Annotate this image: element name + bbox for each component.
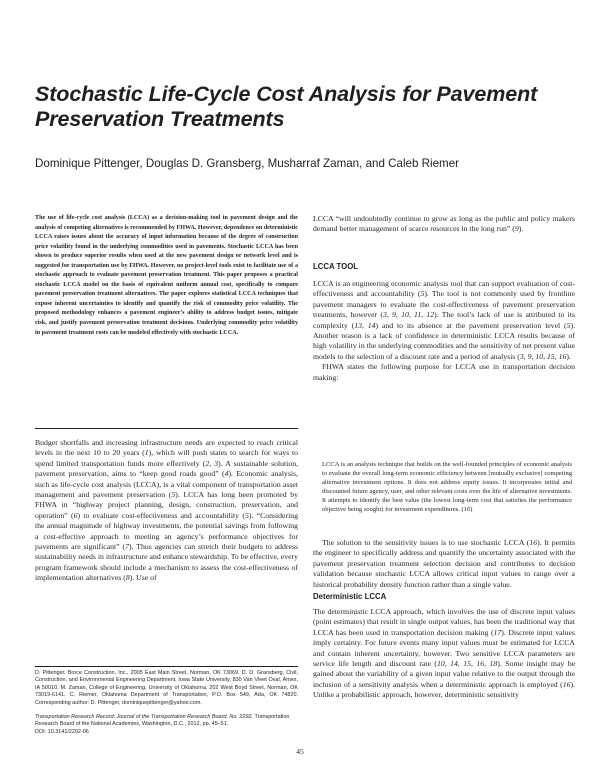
journal-citation: Transportation Research Record: Journal of the Transportation Research Board, No. 2292, Transportation Research Board of the National Academies, Washington, D.C., 2012, pp. 45–51. DOI: 10.3141/2292-06 xyxy=(35,714,290,735)
lcca-tool-section: LCCA is an engineering economic analysis tool that can support evaluation of cost-effectiveness and accountability (5). The tool is not commonly used by frontline pavement managers to evaluate the cost-effectiveness of pavement preservation treatments, however (3, 9, 10, 11, 12). The tool’s lack of use is attributed to its complexity (13, 14) and to its absence at the pavement preservation level (5). Another reason is a lack of confidence in deterministic LCCA results because of high volatility in the underlying commodities and the sensitivity of net present value models to the selection of a discount rate and a period of analysis (3, 9, 10, 15, 16). FHWA states the following purpose for LCCA use in transportation decision making: xyxy=(313,279,576,382)
sensitivity-paragraph: The solution to the sensitivity issues is to use stochastic LCCA (16). It permits the engineer to specifically address and quantify the uncertainty associated with the pavement preservation treatment selection decision and contributes to decision validation because stochastic LCCA allows critical input values to range over a historical probability density function rather than a single value. xyxy=(313,538,575,589)
fhwa-block-quote: LCCA is an analysis technique that builds on the well-founded principles of economic analysis to evaluate the overall long-term economic efficiency between [mutually exclusive] competing alternative investment options. It does not address equity issues. It incorporates initial and discounted future agency, user, and other relevant costs over the life of alternative investments. It attempts to identify the best value (the lowest long-term cost that satisfies the performance objective being sought) for investment expenditures. (16) xyxy=(322,461,572,513)
footnote-divider xyxy=(35,666,298,667)
affiliation-text: D. Pittenger, Broce Construction, Inc., 2005 East Main Street, Norman, OK 73069. D. D. Gransberg, Civil, Construction, and Environmental Engineering Department, Iowa State University, 830 Van Vleet Oval, Ames, IA 50010. M. Zaman, College of Engineering, University of Oklahoma, 202 West Boyd Street, Norman, OK 73019-6141. C. Riemer, Oklahoma Department of Transportation, P.O. Box 549, Ada, OK 74820. Corresponding author: D. Pittenger, dominiquepittenger@yahoo.com. xyxy=(35,670,298,706)
section-heading-deterministic-lcca: Deterministic LCCA xyxy=(313,592,387,601)
author-list: Dominique Pittenger, Douglas D. Gransberg, Musharraf Zaman, and Caleb Riemer xyxy=(35,157,460,170)
deterministic-lcca-paragraph: The deterministic LCCA approach, which involves the use of discrete input values (point estimates) that result in single output values, has been the traditional way that LCCA has been used in transportation decision making (17). Discrete input values imply certainty. For future events many input values must be estimated for LCCA and contain inherent uncertainty, however. Two sensitive LCCA parameters are service life length and discount rate (10, 14, 15, 16, 18). Some insight may be gained about the variability of a given input value relative to the output through the inclusion of a sensitivity analysis when a deterministic approach is employed (16). Unlike a probabilistic approach, however, deterministic sensitivity xyxy=(313,607,576,700)
page-number: 45 xyxy=(296,747,304,756)
abstract: The use of life-cycle cost analysis (LCCA) as a decision-making tool in pavement design and the analysis of competing alternatives is recommended by FHWA. However, dependence on deterministic LCCA raises issues about the accuracy of input information because of the degree of construction price volatility found in the underlying commodities used in pavements. Stochastic LCCA has been shown to produce superior results when used at the new pavement design or network level and is suggested for transportation use by FHWA. However, no project-level tools exist to facilitate use of a stochastic approach to evaluate pavement preservation treatment. This paper proposes a practical stochastic LCCA model on the basis of equivalent uniform annual cost, specifically to compare pavement preservation treatment alternatives. The paper explores statistical LCCA techniques that expose inherent uncertainties to identify and quantify the risk of commodity price volatility. The proposed methodology enhances a pavement engineer's ability to address budget issues, mitigate risk, and justify pavement preservation treatment decisions. Underlying commodity price volatility in pavement treatment costs can be modeled effectively with stochastic LCCA. xyxy=(35,215,298,336)
section-heading-lcca-tool: LCCA TOOL xyxy=(313,262,359,271)
author-affiliations-footnote xyxy=(35,670,298,711)
introduction-paragraph: Budget shortfalls and increasing infrastructure needs are expected to reach critical levels in the next 10 to 20 years (1), which will push states to search for ways to spend limited transportation funds more effectively (2, 3). A sustainable solution, pavement preservation, aims to “keep good roads good” (4). Economic analysis, such as life-cycle cost analysis (LCCA), is a vital component of transportation asset management and pavement preservation (5). LCCA has long been promoted by FHWA in “highway project planning, design, construction, preservation, and operation” (6) to evaluate cost-effectiveness and accountability (5). “Considering the annual magnitude of highway investments, the potential savings from following a cost-effective approach to meeting an agency’s performance objectives for pavements are significant” (7). Thus agencies can stretch their budgets to address sustainability needs in infrastructure and enhance stewardship. To be effective, every program framework should include a mechanism to assess the cost-effectiveness of implementation alternatives (8). Use of xyxy=(35,438,299,583)
paper-title: Stochastic Life-Cycle Cost Analysis for Pavement Preservation Treatments xyxy=(35,82,538,131)
abstract-divider xyxy=(35,428,298,429)
right-column-intro: LCCA “will undoubtedly continue to grow as long as the public and policy makers demand better management of scarce resources in the long run” (9). xyxy=(313,214,575,234)
